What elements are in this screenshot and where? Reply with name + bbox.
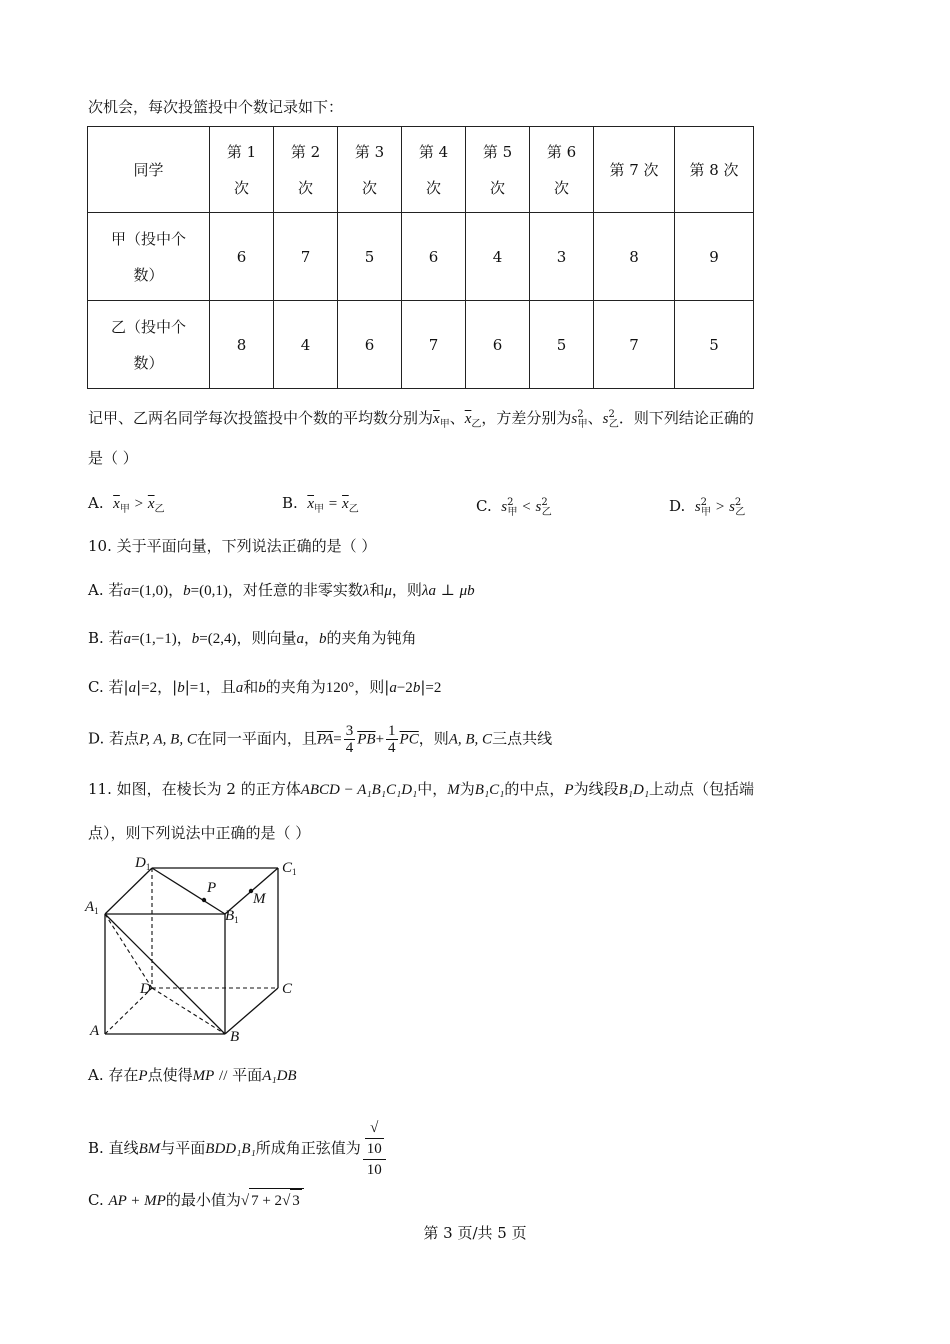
vector-a: a [123, 631, 132, 647]
vector-a: a [428, 583, 436, 599]
math-operator: = [130, 583, 140, 599]
table-header-cell: 第 3 次 [338, 127, 402, 213]
vector-b: b [467, 583, 475, 599]
point-p-dot [202, 898, 206, 902]
table-cell: 7 [402, 301, 466, 389]
math-xbar: $\overline{x}$ [113, 496, 120, 512]
math-segment: MP [192, 1068, 215, 1084]
option-text: 三点共线 [492, 729, 553, 748]
vector-a: a [235, 680, 244, 696]
fraction-numerator: 3 [345, 723, 354, 739]
fraction [386, 723, 398, 756]
math-superscript: 2 [734, 497, 742, 508]
option-label: A. [88, 581, 104, 599]
option-text: 若 [108, 678, 124, 696]
option-label: B. [88, 1139, 104, 1157]
sqrt-content: 10 [365, 1138, 384, 1159]
option-text: 存在 [108, 1066, 139, 1084]
q10-option-c: C. 若|a|=2，|b|=1，且a和b的夹角为120°，则|a−2b|=2 [88, 678, 442, 696]
math-line: BM [138, 1141, 161, 1157]
table-header-cell: 第 1 次 [210, 127, 274, 213]
math-superscript: 2 [541, 497, 548, 508]
table-cell: 6 [466, 301, 530, 389]
math-lambda: λ [362, 583, 370, 599]
q11-stem-line1 [88, 778, 754, 801]
q10-option-a [88, 579, 475, 602]
table-header-row [88, 127, 754, 213]
option-text: 平面 [232, 1066, 263, 1084]
vector-a: a [296, 631, 305, 647]
option-text: 的最小值为 [165, 1191, 241, 1209]
table-header-cell: 第 7 次 [594, 127, 675, 213]
math-subscript: 甲 [507, 507, 518, 518]
table-cell: 5 [675, 301, 754, 389]
label-c1: $C_1$ [282, 860, 297, 877]
page-footer: 第 3 页/共 5 页 [423, 1224, 527, 1242]
q11-option-b [88, 1118, 388, 1180]
table-cell: 4 [466, 213, 530, 301]
table-header-cell: 同学 [88, 127, 210, 213]
math-subscript: 乙 [735, 507, 746, 518]
q11-stem-text: 上动点（包括端 [649, 780, 755, 798]
option-label: D. [669, 497, 686, 515]
fraction-denominator: 4 [388, 740, 396, 756]
vector-a: a [128, 680, 137, 696]
math-s: s [571, 411, 578, 427]
separator: ， [176, 629, 192, 647]
math-xbar: $\overline{x}$ [433, 411, 440, 427]
vector-value: (2,4) [207, 631, 237, 647]
table-cell: 4 [274, 301, 338, 389]
table-header-cell: 第 2 次 [274, 127, 338, 213]
math-subscript: 甲 [577, 419, 588, 430]
q11-option-a [88, 1064, 297, 1087]
math-plane: A₁DB [262, 1068, 297, 1084]
table-header-cell: 第 8 次 [675, 127, 754, 213]
math-superscript: 2 [608, 409, 615, 420]
math-subscript: 甲 [701, 507, 712, 518]
cube-figure [80, 855, 310, 1045]
vector-value: (0,1) [199, 583, 228, 599]
math-operator: −2 [396, 680, 413, 696]
label-b: B [230, 1029, 240, 1045]
math-cube-name: ABCD − A₁B₁C₁D₁ [300, 782, 418, 798]
math-point-p: P [138, 1068, 148, 1084]
option-text: ，则 [418, 729, 449, 748]
option-label: A. [88, 494, 104, 512]
math-superscript: 2 [507, 497, 514, 508]
separator: ， [157, 678, 173, 696]
option-label: A. [88, 1066, 104, 1084]
vector-b: b [319, 631, 327, 647]
table-cell: 7 [594, 301, 675, 389]
math-points: P, A, B, C [139, 731, 197, 748]
sqrt-expression: √ 7 + 2√ 3 [241, 1193, 304, 1209]
math-point-p: P [564, 782, 574, 798]
math-subscript: 乙 [541, 507, 552, 518]
math-subscript: 乙 [471, 419, 482, 430]
table-cell: 9 [675, 213, 754, 301]
table-cell: 5 [530, 301, 594, 389]
math-operator: = [189, 680, 199, 696]
separator: 、 [587, 409, 603, 427]
vector-a: a [123, 583, 131, 599]
option-text: 的夹角为 [265, 678, 326, 696]
edge-a1d1 [105, 868, 152, 914]
edge-db-hidden [152, 988, 225, 1034]
option-text: 与平面 [160, 1139, 206, 1157]
math-points: A, B, C [448, 731, 493, 748]
option-text: 和 [369, 581, 385, 599]
math-subscript: 乙 [608, 419, 619, 430]
q9-stem-end: 是（ ） [88, 449, 138, 467]
q9-stem [88, 404, 754, 436]
math-xbar: $\overline{x}$ [342, 496, 349, 512]
option-label: C. [88, 678, 104, 696]
math-superscript: 2 [700, 497, 708, 508]
label-c: C [282, 981, 293, 997]
math-segment: B₁C₁ [474, 782, 505, 798]
math-value: 2 [433, 680, 442, 696]
math-value: 120° [325, 680, 355, 696]
table-cell: 6 [338, 301, 402, 389]
option-text: ，对任意的非零实数 [227, 581, 363, 599]
math-operator: = [190, 583, 200, 599]
fraction-numerator: √ 10 [363, 1118, 386, 1160]
math-lambda: λ [421, 583, 429, 599]
option-text: ，则向量 [236, 629, 297, 647]
intro-text: 次机会，每次投篮投中个数记录如下： [88, 98, 344, 116]
vector-b: b [412, 680, 421, 696]
option-text: 在同一平面内，且 [196, 729, 317, 748]
edge-a1d-hidden [105, 914, 152, 988]
option-label: D. [88, 729, 105, 748]
sqrt-content: 3 [290, 1189, 302, 1212]
q9-stem-text: ．则下列结论正确的 [618, 409, 754, 427]
table-cell: 6 [210, 213, 274, 301]
q11-stem-text: 为线段 [573, 780, 619, 798]
vector-value: (1,−1) [139, 631, 177, 647]
math-mu: μ [459, 583, 468, 599]
option-label: C. [476, 497, 492, 515]
vector-b: b [191, 631, 200, 647]
option-text: 若 [108, 629, 124, 647]
math-operator: = [131, 631, 140, 647]
option-text: 直线 [108, 1139, 139, 1157]
math-operator: ⊥ [440, 583, 455, 599]
table-header-cell: 第 5 次 [466, 127, 530, 213]
option-text: 的夹角为钝角 [326, 629, 417, 647]
q11-stem-text: 11. 如图，在棱长为 2 的正方体 [88, 780, 301, 798]
vector-pb: $\overline{PB}$ [357, 731, 376, 748]
math-point-m: M [447, 782, 460, 798]
option-text: ，则 [354, 678, 385, 696]
option-label: B. [282, 494, 298, 512]
edge-a1b [105, 914, 225, 1034]
q11-stem-text: 的中点， [504, 780, 565, 798]
vector-b: b [258, 680, 266, 696]
math-xbar: $\overline{x}$ [147, 496, 155, 512]
table-cell: 6 [402, 213, 466, 301]
fraction-numerator: 1 [388, 723, 396, 739]
label-m: M [253, 891, 266, 907]
label-d: D [140, 981, 151, 997]
option-text: 若 [108, 581, 124, 599]
q9-stem-text: ，方差分别为 [481, 409, 572, 427]
sqrt-content: 7 + 2 [251, 1193, 283, 1209]
q9-option-a [88, 492, 165, 521]
table-header-cell: 第 4 次 [402, 127, 466, 213]
fraction-denominator: 10 [366, 1162, 382, 1178]
separator: ， [168, 581, 184, 599]
table-header-cell: 第 6 次 [530, 127, 594, 213]
option-text: ，且 [205, 678, 236, 696]
math-operator: < [522, 499, 531, 515]
math-operator: > [715, 499, 725, 515]
math-subscript: 甲 [314, 504, 325, 515]
vector-pc: $\overline{PC}$ [399, 731, 419, 748]
option-text: ，则 [391, 581, 422, 599]
q9-option-c [476, 492, 552, 524]
q11-option-c [88, 1188, 304, 1212]
math-operator: = [199, 631, 208, 647]
option-text: 所成角正弦值为 [255, 1139, 361, 1157]
vector-value: (1,0) [139, 583, 169, 599]
q10-option-d [88, 723, 552, 756]
option-label: B. [88, 629, 104, 647]
math-operator: + [375, 731, 385, 748]
q11-stem-text: 为 [459, 780, 475, 798]
table-row-name: 乙（投中个 数） [88, 301, 210, 389]
math-operator: = [425, 680, 434, 696]
math-value: 2 [149, 680, 158, 696]
table-row [88, 213, 754, 301]
option-text: 若点 [109, 729, 140, 748]
vector-pa: $\overline{PA}$ [316, 731, 334, 748]
label-b1: $B_1$ [225, 908, 239, 925]
math-s: s [501, 499, 508, 515]
q10-option-b [88, 627, 417, 650]
table-row-name: 甲（投中个 数） [88, 213, 210, 301]
table-cell: 8 [594, 213, 675, 301]
label-d1: $D_1$ [135, 855, 151, 872]
fraction [363, 1118, 386, 1180]
vector-a: a [389, 680, 397, 696]
table-cell: 3 [530, 213, 594, 301]
separator: ， [304, 629, 320, 647]
math-s: s [602, 411, 609, 427]
fraction-denominator: 4 [345, 740, 354, 756]
option-label: C. [88, 1191, 104, 1209]
fraction [344, 723, 356, 756]
math-operator: // [219, 1068, 228, 1084]
table-cell: 5 [338, 213, 402, 301]
math-operator: > [134, 496, 144, 512]
math-operator: = [333, 731, 342, 748]
math-s: s [729, 499, 735, 515]
option-text: 和 [243, 678, 259, 696]
q11-stem-text: 中， [417, 780, 448, 798]
label-a: A [90, 1023, 100, 1039]
label-p: P [207, 880, 217, 896]
math-subscript: 甲 [439, 419, 450, 430]
math-mu: μ [384, 583, 392, 599]
q10-stem: 10. 关于平面向量，下列说法正确的是（ ） [88, 537, 377, 555]
table-cell: 8 [210, 301, 274, 389]
separator: 、 [449, 409, 465, 427]
vector-b: b [183, 583, 191, 599]
math-xbar: $\overline{x}$ [464, 411, 472, 427]
vector-b: b [177, 680, 185, 696]
math-plane: BDD₁B₁ [205, 1141, 256, 1157]
math-value: 1 [198, 680, 206, 696]
math-s: s [535, 499, 542, 515]
score-table [87, 126, 754, 389]
math-subscript: 乙 [348, 504, 359, 515]
option-text: 点使得 [147, 1066, 193, 1084]
math-superscript: 2 [577, 409, 584, 420]
math-s: s [694, 499, 701, 515]
q9-stem-text: 记甲、乙两名同学每次投篮投中个数的平均数分别为 [88, 409, 434, 427]
table-cell: 7 [274, 213, 338, 301]
math-subscript: 甲 [119, 504, 130, 515]
q9-option-b [282, 492, 359, 521]
math-operator: = [141, 680, 150, 696]
q11-stem-line2: 点），则下列说法中正确的是（ ） [88, 824, 311, 842]
math-segment: B₁D₁ [618, 782, 650, 798]
label-a1: $A_1$ [85, 899, 99, 916]
q9-option-d [669, 492, 745, 524]
math-subscript: 乙 [154, 504, 165, 515]
table-row [88, 301, 754, 389]
math-expression: AP + MP [108, 1193, 166, 1209]
math-xbar: $\overline{x}$ [307, 496, 315, 512]
math-operator: = [328, 496, 338, 512]
edge-bc [225, 988, 278, 1034]
